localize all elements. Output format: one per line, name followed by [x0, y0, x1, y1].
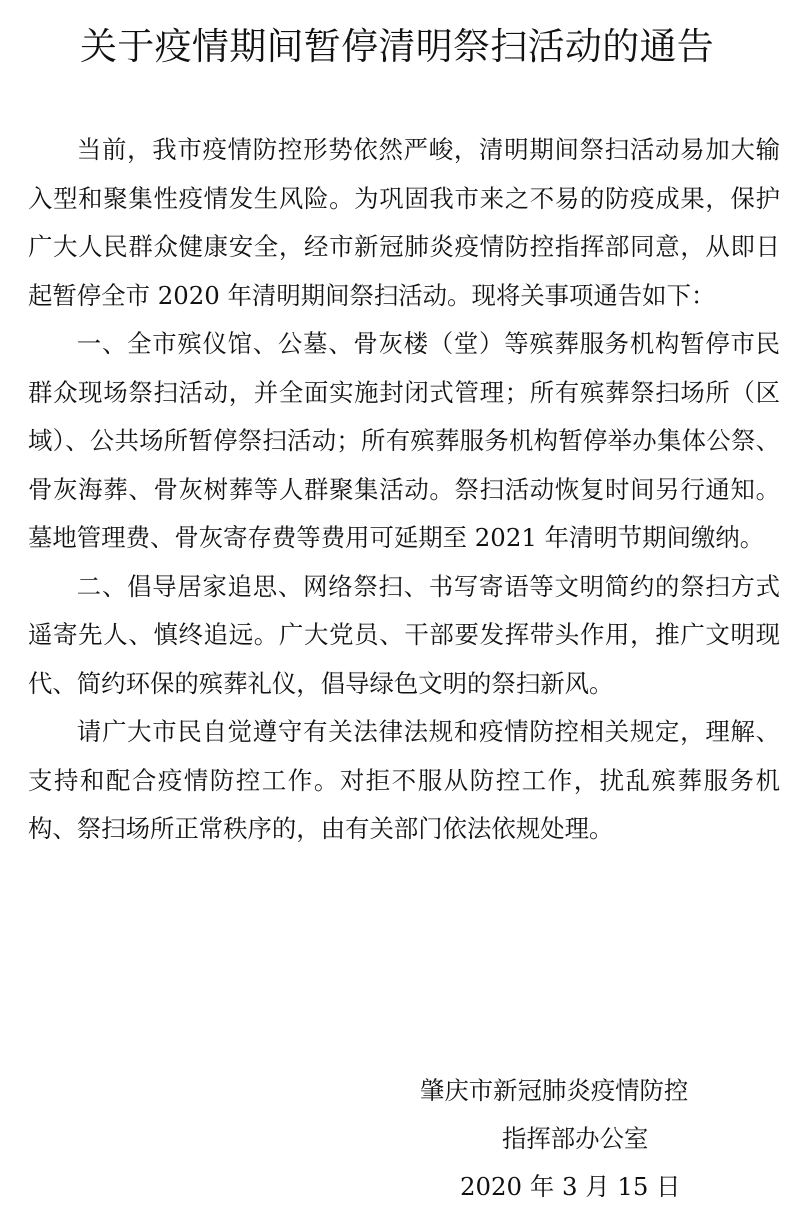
paragraph-item-one: 一、全市殡仪馆、公墓、骨灰楼（堂）等殡葬服务机构暂停市民群众现场祭扫活动，并全面实施封闭式管理；所有殡葬祭扫场所（区域）、公共场所暂停祭扫活动；所有殡葬服务机构暂停举办集体公祭、骨灰海葬、骨灰树葬等人群聚集活动。祭扫活动恢复时间另行通知。墓地管理费、骨灰寄存费等费用可延期至 2021 年清明节期间缴纳。	[28, 329, 780, 552]
paragraph-closing: 请广大市民自觉遵守有关法律法规和疫情防控相关规定，理解、支持和配合疫情防控工作。对拒不服从防控工作，扰乱殡葬服务机构、祭扫场所正常秩序的，由有关部门依法依规处理。	[28, 717, 780, 843]
signature-block	[400, 1067, 790, 1211]
signature-org-line2: 指挥部办公室	[502, 1124, 649, 1153]
signature-date: 2020 年 3 月 15 日	[460, 1172, 681, 1201]
paragraph-item-two: 二、倡导居家追思、网络祭扫、书写寄语等文明简约的祭扫方式遥寄先人、慎终追远。广大党员、干部要发挥带头作用，推广文明现代、简约环保的殡葬礼仪，倡导绿色文明的祭扫新风。	[28, 571, 780, 698]
signature-org-line1: 肇庆市新冠肺炎疫情防控	[420, 1076, 689, 1105]
paragraph-intro: 当前，我市疫情防控形势依然严峻，清明期间祭扫活动易加大输入型和聚集性疫情发生风险。为巩固我市来之不易的防疫成果，保护广大人民群众健康安全，经市新冠肺炎疫情防控指挥部同意，从即日起暂停全市 2020 年清明期间祭扫活动。现将关事项通告如下：	[28, 135, 780, 310]
notice-body	[28, 126, 780, 854]
notice-title: 关于疫情期间暂停清明祭扫活动的通告	[80, 25, 715, 68]
